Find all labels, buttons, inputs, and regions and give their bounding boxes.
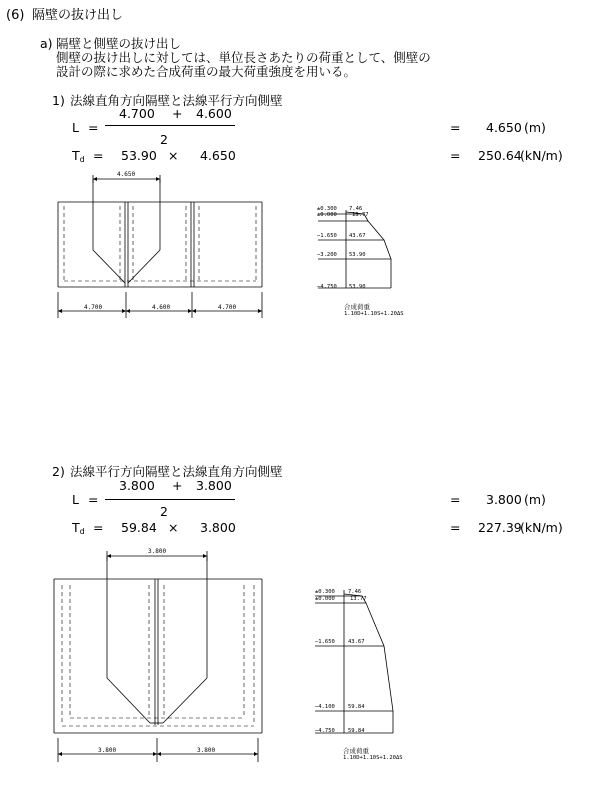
case1-level-3: −1.650	[317, 233, 337, 239]
case2-load-3: 43.67	[348, 639, 365, 645]
case1-L-symbol: L	[72, 120, 79, 135]
case2-load-4: 59.84	[348, 704, 365, 710]
subsection-desc-line2: 設計の際に求めた合成荷重の最大荷重強度を用いる。	[56, 64, 357, 79]
case1-L-num-b: 4.600	[196, 106, 232, 121]
case1-load-4: 53.90	[349, 252, 366, 258]
case1-L-result: 4.650	[486, 120, 522, 135]
case2-level-4: −4.100	[315, 704, 335, 710]
case1-load-3: 43.67	[349, 233, 366, 239]
section-title: 隔壁の抜け出し	[32, 8, 124, 23]
case2-L-den: 2	[160, 504, 168, 519]
case2-L-plus: +	[172, 478, 183, 493]
case2-load-1: 7.46	[348, 589, 362, 595]
case1-T-a: 53.90	[121, 148, 157, 163]
subsection-desc-line1: 側壁の抜け出しに対しては、単位長さあたりの荷重として、側壁の	[56, 50, 431, 65]
case2-L-num-b: 3.800	[196, 478, 232, 493]
case2-T-sub: d	[79, 527, 85, 536]
case2-title: 法線平行方向隔壁と法線直角方向側壁	[70, 464, 283, 479]
case2-L-result-eq: =	[450, 492, 461, 507]
case1-T-sub: d	[79, 155, 85, 164]
case1-T-result: 250.64	[478, 148, 522, 163]
case2-load-caption1: 合成荷重	[343, 747, 369, 755]
case2-load-caption2: 1.10D+1.10S+1.20ΔS	[343, 755, 403, 761]
case1-L-result-eq: =	[450, 120, 461, 135]
case1-load-caption2: 1.10D+1.10S+1.20ΔS	[344, 311, 404, 317]
case1-level-1: ±0.300	[317, 206, 337, 212]
case1-T-b: 4.650	[200, 148, 236, 163]
case1-T-eq: =	[93, 148, 104, 163]
case2-L-num-a: 3.800	[119, 478, 155, 493]
case2-plan-dim-bottom-2: 3.800	[197, 747, 216, 754]
case1-L-eq: =	[88, 120, 99, 135]
subsection-label: a)	[40, 36, 53, 51]
section-number: (6)	[6, 8, 25, 23]
subsection-title: 隔壁と側壁の抜け出し	[56, 36, 182, 51]
case1-load-1: 7.46	[349, 206, 363, 212]
case1-T-letter: T	[72, 148, 80, 163]
case2-level-1: ±0.300	[315, 589, 335, 595]
case2-level-2: ±0.000	[315, 596, 335, 602]
case2-T-result-eq: =	[450, 520, 461, 535]
case2-L-symbol: L	[72, 492, 79, 507]
case1-title: 法線直角方向隔壁と法線平行方向側壁	[70, 93, 283, 108]
case1-level-4: −3.200	[317, 252, 337, 258]
case2-T-unit: (kN/m)	[520, 520, 563, 535]
case2-load-5: 59.84	[348, 728, 365, 734]
case2-T-b: 3.800	[200, 520, 236, 535]
case1-level-5: −4.750	[317, 284, 337, 290]
case1-load-5: 53.90	[349, 284, 366, 290]
case2-L-result: 3.800	[486, 492, 522, 507]
case2-L-eq: =	[88, 492, 99, 507]
case2-load-2: 13.77	[350, 596, 367, 602]
case1-T-result-eq: =	[450, 148, 461, 163]
case1-T-unit: (kN/m)	[520, 148, 563, 163]
case2-T-a: 59.84	[121, 520, 157, 535]
case1-label: 1)	[52, 93, 65, 108]
case2-plan-dim-top: 3.800	[148, 548, 167, 555]
case2-T-eq: =	[93, 520, 104, 535]
case1-T-times: ×	[168, 148, 179, 163]
case2-level-3: −1.650	[315, 639, 335, 645]
case1-load-2: 13.77	[352, 212, 369, 218]
case2-T-times: ×	[168, 520, 179, 535]
case2-plan-dim-bottom-1: 3.800	[98, 747, 117, 754]
case1-L-num-a: 4.700	[119, 106, 155, 121]
case1-plan-dim-bottom-3: 4.700	[218, 304, 237, 311]
case1-level-2: ±0.000	[317, 212, 337, 218]
case2-T-letter: T	[72, 520, 80, 535]
case1-plan-dim-bottom-2: 4.600	[152, 304, 171, 311]
case2-L-unit: (m)	[524, 492, 546, 507]
case1-L-unit: (m)	[524, 120, 546, 135]
case2-level-5: −4.750	[315, 728, 335, 734]
case1-L-plus: +	[172, 106, 183, 121]
case2-label: 2)	[52, 464, 65, 479]
case1-load-caption1: 合成荷重	[344, 303, 370, 311]
case1-plan-dim-top: 4.650	[117, 171, 136, 178]
case1-plan-dim-bottom-1: 4.700	[84, 304, 103, 311]
case1-L-den: 2	[160, 132, 168, 147]
case2-T-result: 227.39	[478, 520, 522, 535]
